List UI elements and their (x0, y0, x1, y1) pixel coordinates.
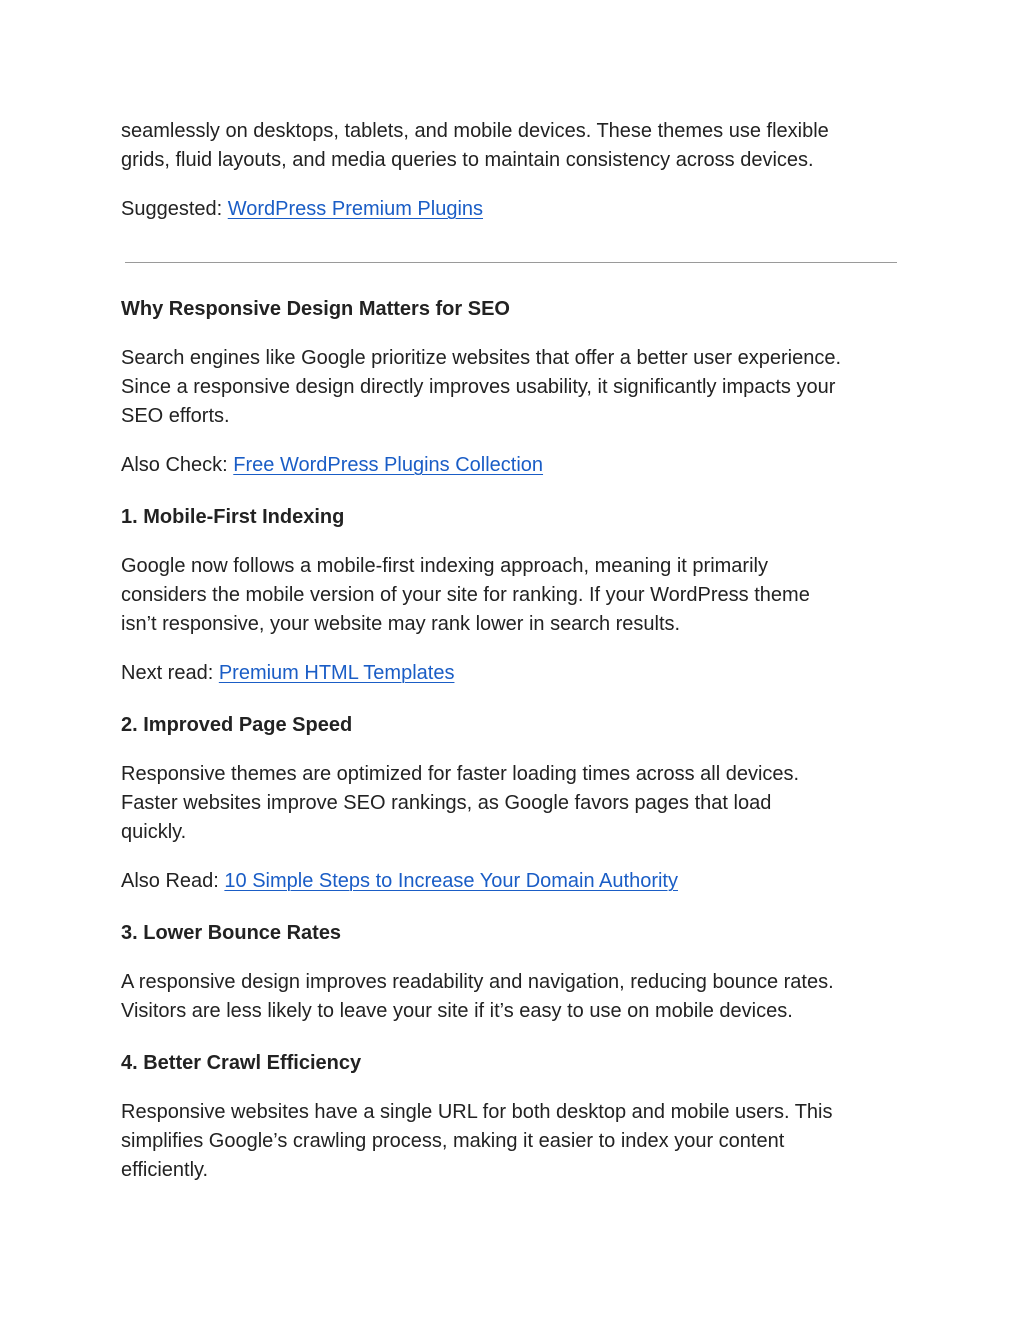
section-line-1: Search engines like Google prioritize websites that offer a better user experience. (121, 347, 842, 369)
item-2-line-3: quickly. (121, 821, 187, 843)
section-paragraph (121, 344, 911, 431)
wordpress-premium-plugins-link[interactable]: WordPress Premium Plugins (227, 198, 484, 220)
premium-html-templates-link[interactable]: Premium HTML Templates (218, 662, 455, 684)
item-2-heading: 2. Improved Page Speed (121, 714, 353, 736)
suggested-prefix: Suggested: (121, 198, 228, 220)
item-2-line-2: Faster websites improve SEO rankings, as Google favors pages that load (121, 792, 772, 814)
item-1-heading: 1. Mobile-First Indexing (121, 506, 345, 528)
item-2-paragraph (121, 760, 911, 847)
item-1-line-2: considers the mobile version of your site for ranking. If your WordPress theme (121, 584, 810, 606)
document-page (121, 117, 911, 1185)
also-read-line (121, 867, 911, 896)
also-read-prefix: Also Read: (121, 870, 225, 892)
suggested-line (121, 195, 911, 224)
next-read-prefix: Next read: (121, 662, 219, 684)
free-wordpress-plugins-link[interactable]: Free WordPress Plugins Collection (233, 454, 544, 476)
also-check-line (121, 451, 911, 480)
item-4-line-1: Responsive websites have a single URL for both desktop and mobile users. This (121, 1101, 833, 1123)
domain-authority-steps-link[interactable]: 10 Simple Steps to Increase Your Domain Authority (224, 870, 678, 892)
item-3-paragraph (121, 968, 911, 1026)
next-read-line (121, 659, 911, 688)
item-4-line-3: efficiently. (121, 1159, 209, 1181)
section-line-3: SEO efforts. (121, 405, 230, 427)
intro-line-1: seamlessly on desktops, tablets, and mobile devices. These themes use flexible (121, 120, 829, 142)
item-3-heading: 3. Lower Bounce Rates (121, 922, 342, 944)
item-1-line-1: Google now follows a mobile-first indexing approach, meaning it primarily (121, 555, 768, 577)
intro-paragraph (121, 117, 911, 175)
item-4-heading: 4. Better Crawl Efficiency (121, 1052, 362, 1074)
also-check-prefix: Also Check: (121, 454, 234, 476)
item-1-paragraph (121, 552, 911, 639)
item-2-line-1: Responsive themes are optimized for faster loading times across all devices. (121, 763, 800, 785)
item-4-paragraph (121, 1098, 911, 1185)
item-3-line-2: Visitors are less likely to leave your site if it’s easy to use on mobile devices. (121, 1000, 793, 1022)
section-line-2: Since a responsive design directly improves usability, it significantly impacts your (121, 376, 836, 398)
intro-line-2: grids, fluid layouts, and media queries to maintain consistency across devices. (121, 149, 814, 171)
item-1-line-3: isn’t responsive, your website may rank lower in search results. (121, 613, 681, 635)
item-4-line-2: simplifies Google’s crawling process, making it easier to index your content (121, 1130, 785, 1152)
item-3-line-1: A responsive design improves readability and navigation, reducing bounce rates. (121, 971, 834, 993)
section-heading: Why Responsive Design Matters for SEO (121, 298, 510, 320)
